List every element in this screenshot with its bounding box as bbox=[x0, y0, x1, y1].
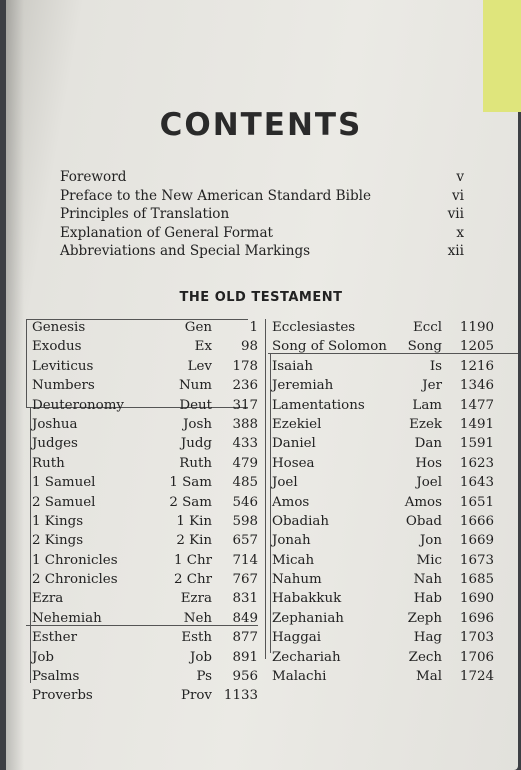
book-page-number: 1666 bbox=[459, 513, 494, 529]
book-row[interactable] bbox=[30, 570, 260, 589]
book-page-number: 433 bbox=[232, 436, 258, 452]
book-row[interactable] bbox=[270, 589, 496, 608]
book-page-number: 598 bbox=[232, 513, 258, 529]
book-name: Numbers bbox=[32, 378, 95, 394]
book-page-number: 1133 bbox=[223, 688, 258, 704]
book-page-number: 1643 bbox=[459, 475, 494, 491]
book-page-number: 831 bbox=[232, 591, 258, 607]
book-name: 2 Kings bbox=[32, 533, 84, 549]
book-abbreviation: 1 Kin bbox=[176, 513, 212, 529]
front-matter-label: Preface to the New American Standard Bible bbox=[60, 187, 372, 204]
book-page-number: 485 bbox=[232, 475, 258, 491]
book-abbreviation: Neh bbox=[183, 610, 212, 626]
book-abbreviation: Jer bbox=[422, 378, 442, 394]
book-row[interactable] bbox=[270, 396, 496, 415]
book-name: 1 Chronicles bbox=[32, 552, 118, 568]
book-name: Haggai bbox=[272, 630, 322, 646]
book-row[interactable] bbox=[30, 454, 260, 473]
book-page-number: 1491 bbox=[459, 416, 494, 432]
book-page-number: 1 bbox=[249, 320, 258, 335]
book-name: Genesis bbox=[32, 320, 86, 335]
book-abbreviation: Job bbox=[189, 649, 212, 665]
book-name: 1 Samuel bbox=[32, 475, 96, 491]
book-name: Ezra bbox=[32, 591, 64, 607]
front-matter-page: vi bbox=[451, 187, 464, 204]
book-row[interactable] bbox=[30, 628, 260, 647]
front-matter-list bbox=[60, 168, 464, 261]
front-matter-item[interactable] bbox=[60, 168, 464, 187]
book-page-number: 236 bbox=[232, 378, 258, 394]
book-page-number: 657 bbox=[232, 533, 258, 549]
book-abbreviation: Ex bbox=[194, 339, 212, 355]
book-name: Nehemiah bbox=[32, 610, 102, 626]
book-page-number: 1696 bbox=[459, 610, 494, 626]
book-row[interactable] bbox=[30, 396, 260, 415]
book-name: Song of Solomon bbox=[272, 339, 387, 355]
book-row[interactable] bbox=[270, 376, 496, 395]
book-page-number: 891 bbox=[232, 649, 258, 665]
book-name: Amos bbox=[272, 494, 310, 510]
book-page-number: 1216 bbox=[459, 358, 494, 374]
book-page-number: 546 bbox=[232, 494, 258, 510]
book-row[interactable] bbox=[30, 473, 260, 492]
book-abbreviation: Judg bbox=[180, 436, 212, 452]
book-name: Joshua bbox=[32, 416, 78, 432]
book-abbreviation: 1 Sam bbox=[169, 475, 212, 491]
book-page-number: 1623 bbox=[459, 455, 494, 471]
book-abbreviation: Gen bbox=[184, 320, 212, 335]
book-abbreviation: Is bbox=[429, 358, 442, 374]
book-row[interactable] bbox=[270, 570, 496, 589]
book-row[interactable] bbox=[270, 318, 496, 337]
book-name: 1 Kings bbox=[32, 513, 84, 529]
book-name: Zechariah bbox=[272, 649, 341, 665]
book-abbreviation: Ps bbox=[196, 669, 212, 685]
book-name: Job bbox=[32, 649, 55, 665]
book-abbreviation: Lam bbox=[412, 397, 442, 413]
book-name: Esther bbox=[32, 630, 77, 646]
book-abbreviation: Ruth bbox=[179, 455, 212, 471]
book-name: Nahum bbox=[272, 572, 322, 588]
front-matter-item[interactable] bbox=[60, 205, 464, 224]
front-matter-label: Abbreviations and Special Markings bbox=[60, 243, 311, 260]
book-name: 2 Samuel bbox=[32, 494, 96, 510]
book-row[interactable] bbox=[30, 318, 260, 337]
front-matter-page: v bbox=[456, 169, 464, 185]
book-page-number: 1190 bbox=[459, 320, 494, 335]
book-page-number: 388 bbox=[232, 416, 258, 432]
front-matter-item[interactable] bbox=[60, 187, 464, 206]
book-name: Jonah bbox=[272, 533, 311, 549]
book-name: Psalms bbox=[32, 669, 80, 685]
book-row[interactable] bbox=[30, 415, 260, 434]
book-name: Hosea bbox=[272, 455, 315, 471]
yellow-index-tab bbox=[483, 0, 521, 112]
front-matter-item[interactable] bbox=[60, 224, 464, 243]
book-abbreviation: Eccl bbox=[412, 320, 442, 335]
book-page-number: 767 bbox=[232, 572, 258, 588]
book-abbreviation: Nah bbox=[413, 572, 442, 588]
book-abbreviation: Ezek bbox=[409, 416, 442, 432]
book-row[interactable] bbox=[270, 628, 496, 647]
book-abbreviation: Josh bbox=[183, 416, 212, 432]
book-row[interactable] bbox=[270, 493, 496, 512]
divider-line bbox=[26, 319, 27, 407]
book-row[interactable] bbox=[270, 357, 496, 376]
book-row[interactable] bbox=[30, 609, 260, 628]
book-name: Proverbs bbox=[32, 688, 93, 704]
book-abbreviation: Dan bbox=[414, 436, 442, 452]
book-row[interactable] bbox=[270, 454, 496, 473]
book-name: Lamentations bbox=[272, 397, 365, 413]
book-page-number: 1346 bbox=[459, 378, 494, 394]
book-row[interactable] bbox=[270, 551, 496, 570]
book-name: Ruth bbox=[32, 455, 65, 471]
book-page-number: 178 bbox=[232, 358, 258, 374]
book-abbreviation: 2 Kin bbox=[176, 533, 212, 549]
book-name: Daniel bbox=[272, 436, 316, 452]
book-page-number: 1703 bbox=[459, 630, 494, 646]
book-row[interactable] bbox=[270, 434, 496, 453]
book-row[interactable] bbox=[270, 512, 496, 531]
book-row[interactable] bbox=[30, 648, 260, 667]
book-page-number: 956 bbox=[232, 669, 258, 685]
book-name: Malachi bbox=[272, 669, 327, 685]
book-name: Isaiah bbox=[272, 358, 314, 374]
book-abbreviation: Prov bbox=[180, 688, 212, 704]
book-row[interactable] bbox=[30, 493, 260, 512]
book-row[interactable] bbox=[30, 551, 260, 570]
book-abbreviation: Joel bbox=[416, 475, 442, 491]
book-name: Exodus bbox=[32, 339, 82, 355]
book-name: Habakkuk bbox=[272, 591, 342, 607]
book-page-number: 1685 bbox=[459, 572, 494, 588]
book-abbreviation: 2 Sam bbox=[169, 494, 212, 510]
book-page-number: 1673 bbox=[459, 552, 494, 568]
book-row[interactable] bbox=[270, 473, 496, 492]
book-name: Ecclesiastes bbox=[272, 320, 356, 335]
book-name: Ezekiel bbox=[272, 416, 322, 432]
book-row[interactable] bbox=[30, 686, 260, 705]
book-row[interactable] bbox=[30, 667, 260, 686]
front-matter-page: x bbox=[456, 224, 464, 241]
book-page-number: 317 bbox=[232, 397, 258, 413]
book-page-number: 1724 bbox=[459, 669, 494, 685]
book-row[interactable] bbox=[270, 667, 496, 686]
book-name: Leviticus bbox=[32, 358, 94, 374]
front-matter-label: Explanation of General Format bbox=[60, 224, 274, 241]
book-abbreviation: Deut bbox=[179, 397, 212, 413]
book-abbreviation: Mic bbox=[416, 552, 442, 568]
book-page-number: 479 bbox=[232, 455, 258, 471]
book-page-number: 849 bbox=[232, 610, 258, 626]
front-matter-label: Principles of Translation bbox=[60, 206, 230, 223]
book-abbreviation: Mal bbox=[416, 669, 442, 685]
book-abbreviation: Esth bbox=[181, 630, 212, 646]
front-matter-label: Foreword bbox=[60, 169, 127, 185]
book-abbreviation: Jon bbox=[419, 533, 442, 549]
book-row[interactable] bbox=[30, 357, 260, 376]
book-page-number: 1477 bbox=[459, 397, 494, 413]
book-name: Joel bbox=[272, 475, 298, 491]
book-name: Judges bbox=[32, 436, 78, 452]
book-abbreviation: Amos bbox=[404, 494, 442, 510]
book-page-number: 877 bbox=[232, 630, 258, 646]
book-page-number: 714 bbox=[232, 552, 258, 568]
book-abbreviation: 1 Chr bbox=[173, 552, 212, 568]
book-row[interactable] bbox=[30, 512, 260, 531]
book-name: Zephaniah bbox=[272, 610, 344, 626]
old-testament-heading: THE OLD TESTAMENT bbox=[179, 290, 343, 305]
book-name: Deuteronomy bbox=[32, 397, 125, 413]
book-name: 2 Chronicles bbox=[32, 572, 118, 588]
book-row[interactable] bbox=[30, 434, 260, 453]
front-matter-item[interactable] bbox=[60, 242, 464, 261]
book-page-number: 1651 bbox=[459, 494, 494, 510]
book-abbreviation: Zeph bbox=[407, 610, 442, 626]
book-abbreviation: Hab bbox=[413, 591, 442, 607]
book-row[interactable] bbox=[270, 531, 496, 550]
book-name: Micah bbox=[272, 552, 315, 568]
book-page-number: 1205 bbox=[459, 339, 494, 355]
old-testament-right-column bbox=[270, 318, 496, 686]
book-row[interactable] bbox=[270, 415, 496, 434]
book-page-number: 1669 bbox=[459, 533, 494, 549]
book-name: Jeremiah bbox=[272, 378, 334, 394]
book-row[interactable] bbox=[270, 648, 496, 667]
book-abbreviation: Zech bbox=[408, 649, 442, 665]
book-page-number: 1690 bbox=[459, 591, 494, 607]
book-row[interactable] bbox=[270, 609, 496, 628]
book-abbreviation: 2 Chr bbox=[173, 572, 212, 588]
book-abbreviation: Obad bbox=[405, 513, 442, 529]
book-row[interactable] bbox=[270, 337, 496, 356]
book-page-number: 98 bbox=[240, 339, 258, 355]
divider-line bbox=[265, 319, 266, 659]
book-abbreviation: Hos bbox=[415, 455, 442, 471]
book-row[interactable] bbox=[30, 589, 260, 608]
book-page-number: 1706 bbox=[459, 649, 494, 665]
book-page bbox=[6, 0, 518, 770]
book-abbreviation: Hag bbox=[413, 630, 442, 646]
book-page-number: 1591 bbox=[459, 436, 494, 452]
book-abbreviation: Song bbox=[407, 339, 442, 355]
old-testament-left-column bbox=[30, 318, 260, 706]
front-matter-page: vii bbox=[447, 206, 464, 223]
front-matter-page: xii bbox=[447, 243, 464, 260]
book-name: Obadiah bbox=[272, 513, 329, 529]
book-row[interactable] bbox=[30, 376, 260, 395]
book-row[interactable] bbox=[30, 337, 260, 356]
book-abbreviation: Lev bbox=[187, 358, 212, 374]
book-abbreviation: Num bbox=[178, 378, 212, 394]
page-title: CONTENTS bbox=[159, 107, 363, 143]
book-row[interactable] bbox=[30, 531, 260, 550]
book-abbreviation: Ezra bbox=[180, 591, 212, 607]
